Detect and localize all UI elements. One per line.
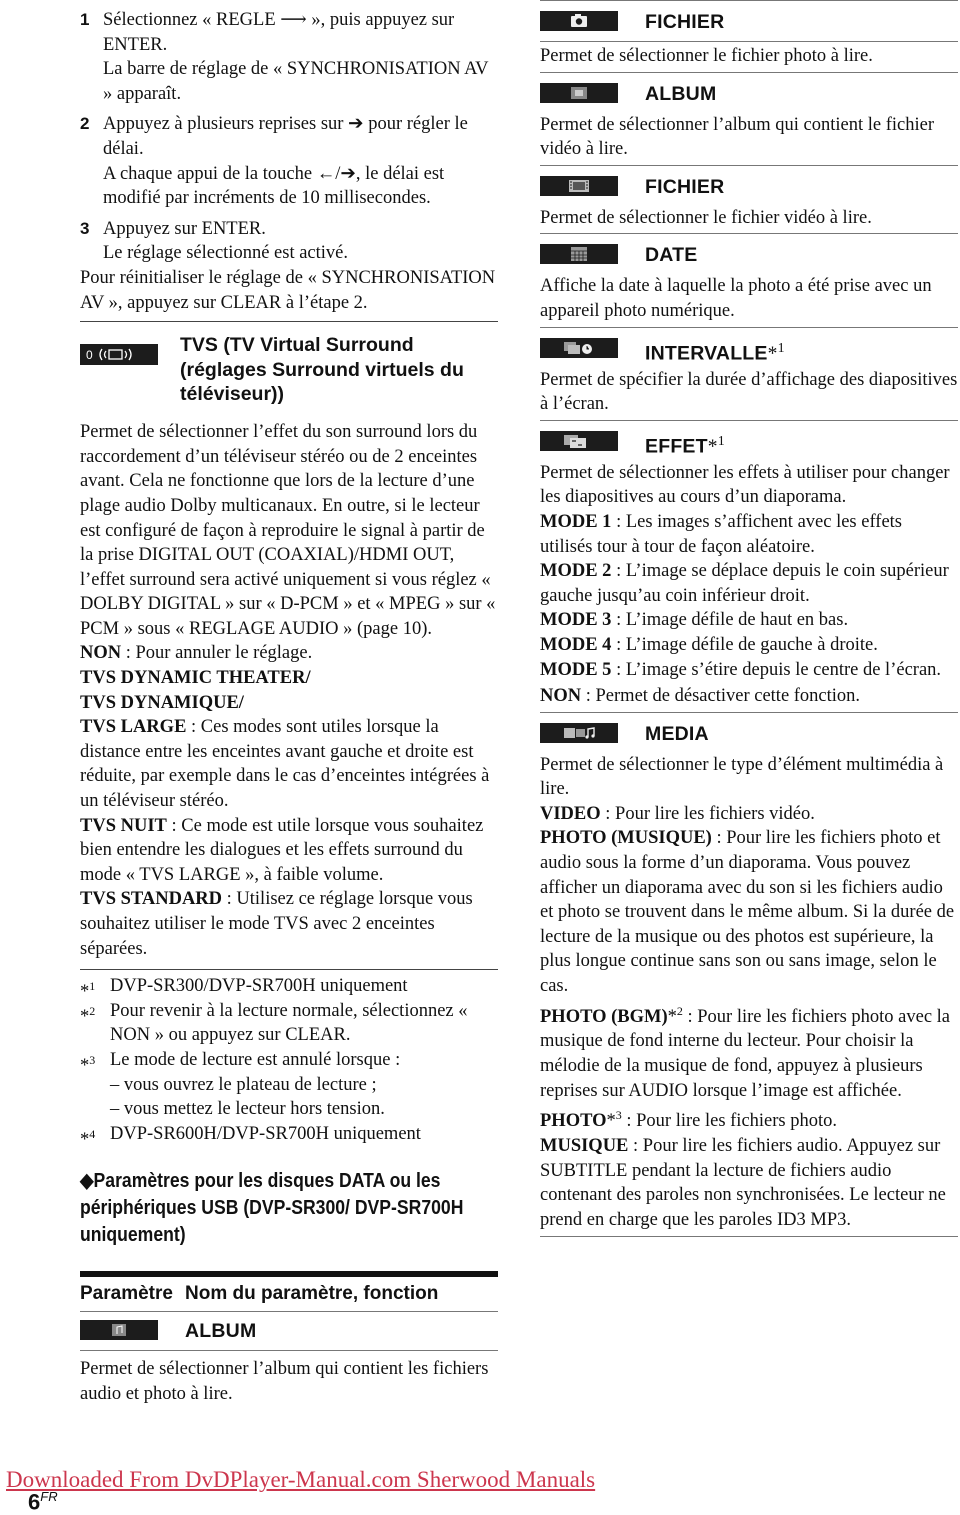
option-label: NON [80, 643, 122, 664]
media-icon [540, 723, 618, 743]
option-label: TVS LARGE [80, 717, 187, 738]
footnotes [80, 969, 498, 1150]
mode-item: MODE 3 : L’image défile de haut en bas. [540, 610, 849, 631]
reset-note: Pour réinitialiser le réglage de « SYNCHRONISATION AV », appuyez sur CLEAR à l’étape 2. [80, 267, 496, 313]
right-column [540, 0, 958, 1237]
footnote: *$^4$ DVP-SR600H/DVP-SR700H uniquement [80, 1123, 421, 1150]
footnote: *$^2$ Pour revenir à la lecture normale, sélectionnez « NON » ou appuyez sur CLEAR. [80, 1000, 468, 1046]
step-1 [80, 8, 498, 106]
left-column [80, 0, 498, 1407]
surround-icon [80, 344, 158, 365]
option-label: TVS NUIT [80, 815, 167, 836]
step-number: 1 [80, 10, 90, 29]
step-result: Le réglage sélectionné est activé. [103, 243, 348, 264]
step-2 [80, 112, 498, 210]
param-description: Permet de spécifier la durée d’affichage des diapositives à l’écran. [540, 366, 958, 421]
param-description: Permet de sélectionner le type d’élément multimédia à lire. [540, 754, 944, 800]
step-result: A chaque appui de la touche ←/➔, le délai est modifié par incréments de 10 millisecondes. [103, 163, 445, 209]
footnote-sub: – vous ouvrez le plateau de lecture ; [110, 1074, 377, 1095]
header-parametre: Paramètre [80, 1283, 173, 1305]
param-description: Affiche la date à laquelle la photo a été prise avec un appareil photo numérique. [540, 272, 958, 327]
header-nom: Nom du paramètre, fonction [185, 1283, 439, 1305]
calendar-icon [540, 244, 618, 264]
media-option: PHOTO*$^3$ : Pour lire les fichiers photo. [540, 1108, 838, 1132]
footnote-sub: – vous mettez le lecteur hors tension. [110, 1099, 385, 1120]
param-row-album [80, 1312, 498, 1351]
param-row-media [540, 713, 958, 751]
param-row-fichier-video [540, 166, 958, 204]
mode-item: MODE 4 : L’image défile de gauche à droite. [540, 634, 878, 655]
step-instruction: Sélectionnez « REGLE ⟶ », puis appuyez sur ENTER. [103, 10, 455, 55]
param-row-fichier-photo [540, 0, 958, 42]
param-row-date [540, 234, 958, 272]
option-standard [80, 887, 498, 961]
film-icon [540, 176, 618, 196]
section-title: ◆Paramètres pour les disques DATA ou les périphériques USB (DVP-SR300/ DVP-SR700H uniquement) [80, 1170, 464, 1247]
option-text: : Utilisez ce réglage lorsque vous souhaitez utiliser le mode TVS avec 2 enceintes séparées. [80, 889, 473, 959]
param-name: INTERVALLE*$^1$ [645, 340, 785, 365]
option-text: : Ce mode est utile lorsque vous souhaitez bien entendre les dialogues et les effets surround du mode « TVS LARGE », à faible volume. [80, 815, 484, 885]
page-number: $6^{FR}$ [28, 1489, 58, 1515]
mode-item: MODE 5 : L’image s’étire depuis le centre de l’écran. [540, 659, 942, 680]
option-dynamique [80, 691, 498, 716]
footnote: *$^3$ Le mode de lecture est annulé lorsque : [80, 1049, 401, 1077]
footnote: *$^1$ DVP-SR300/DVP-SR700H uniquement [80, 976, 408, 1003]
option-large [80, 715, 498, 813]
mode-item: MODE 1 : Les images s’affichent avec les effets utilisés tour à tour de façon aléatoire. [540, 511, 903, 557]
param-description: Permet de sélectionner l’album qui contient les fichiers audio et photo à lire. [80, 1359, 489, 1404]
param-row-intervalle [540, 328, 958, 366]
param-description: Permet de sélectionner le fichier photo à lire. [540, 42, 958, 73]
media-option: VIDEO : Pour lire les fichiers vidéo. [540, 803, 815, 824]
table-header [80, 1277, 498, 1312]
param-name: ALBUM [185, 1320, 257, 1343]
option-text: : Ces modes sont utiles lorsque la distance entre les enceintes avant gauche et droite est réduite, par exemple dans le cas d’enceintes intégrées à un téléviseur stéréo. [80, 717, 490, 812]
option-dynamic [80, 666, 498, 691]
param-description: Permet de sélectionner les effets à utiliser pour changer les diapositives au cours d’un diaporama. [540, 462, 950, 508]
step-result: La barre de réglage de « SYNCHRONISATION AV » apparaît. [103, 59, 489, 104]
param-row-effet [540, 421, 958, 459]
album-audio-icon [80, 1320, 158, 1340]
svg-text:0: 0 [86, 348, 93, 363]
param-row-album-video [540, 73, 958, 111]
tvs-title: TVS (TV Virtual Surround (réglages Surround virtuels du téléviseur)) [180, 334, 464, 406]
step-instruction: Appuyez à plusieurs reprises sur ➔ pour régler le délai. [103, 114, 468, 159]
mode-item: MODE 2 : L’image se déplace depuis le coin supérieur gauche jusqu’au coin inférieur droit. [540, 561, 949, 606]
option-label: TVS STANDARD [80, 889, 223, 910]
param-name: ALBUM [645, 82, 717, 105]
step-number: 2 [80, 114, 90, 134]
slide-effect-icon [540, 431, 618, 451]
option-label: TVS DYNAMIC THEATER/ [80, 668, 311, 689]
tvs-description: Permet de sélectionner l’effet du son surround lors du raccordement d’un téléviseur stéréo ou de 2 enceintes avant. Cela ne fonctionne que lors de la lecture d’une plage audio Dolby multicanaux. En outre, si le lecteur est configuré de façon à reproduire le signal à partir de la prise DIGITAL OUT (COAXIAL)/HDMI OUT, l’effet surround sera activé uniquement si vous réglez « DOLBY DIGITAL » sur « D-PCM » et « MPEG » sur « PCM » sous « REGLAGE AUDIO » (page 10). [80, 422, 496, 639]
param-name: FICHIER [645, 11, 725, 33]
option-text: : Pour annuler le réglage. [121, 643, 313, 664]
download-source-link[interactable]: Downloaded From DvDPlayer-Manual.com Sherwood Manuals [6, 1467, 596, 1492]
param-description: Permet de sélectionner le fichier vidéo à lire. [540, 204, 958, 235]
option-nuit [80, 814, 498, 888]
step-number: 3 [80, 218, 90, 238]
param-description: Permet de sélectionner l’album qui contient le fichier vidéo à lire. [540, 111, 958, 166]
camera-icon [540, 11, 618, 31]
tvs-header [80, 321, 498, 420]
param-name: MEDIA [645, 722, 709, 745]
slideshow-clock-icon [540, 338, 618, 358]
param-name: EFFET*$^1$ [645, 433, 725, 458]
step-instruction: Appuyez sur ENTER. [103, 218, 266, 239]
param-name: FICHIER [645, 175, 725, 198]
media-option: PHOTO (BGM)*$^2$ : Pour lire les fichiers photo avec la musique de fond interne du lecteur. Pour choisir la mélodie de la musique de fond, appuyez à plusieurs reprises sur AUDIO lorsque l’image est affichée. [540, 1003, 951, 1101]
mode-item: NON : Permet de désactiver cette fonction. [540, 682, 958, 713]
param-name: DATE [645, 244, 698, 267]
media-option: PHOTO (MUSIQUE) : Pour lire les fichiers photo et audio sous la forme d’un diaporama. Vous pouvez afficher un diaporama avec du son si les fichiers audio et photo se trouvent dans le même album. Si la durée de lecture de la musique ou des photos est supérieure, la plus longue continue sans son ou sans image, selon le cas. [540, 828, 955, 997]
option-label: TVS DYNAMIQUE/ [80, 692, 244, 713]
media-option: MUSIQUE : Pour lire les fichiers audio. Appuyez sur SUBTITLE pendant la lecture de fichiers audio contenant des paroles non synchronisées. Le lecteur ne prend en charge que les paroles ID3 MP3. [540, 1134, 958, 1237]
step-3 [80, 217, 498, 266]
option-non [80, 641, 498, 666]
album-video-icon [540, 83, 618, 103]
